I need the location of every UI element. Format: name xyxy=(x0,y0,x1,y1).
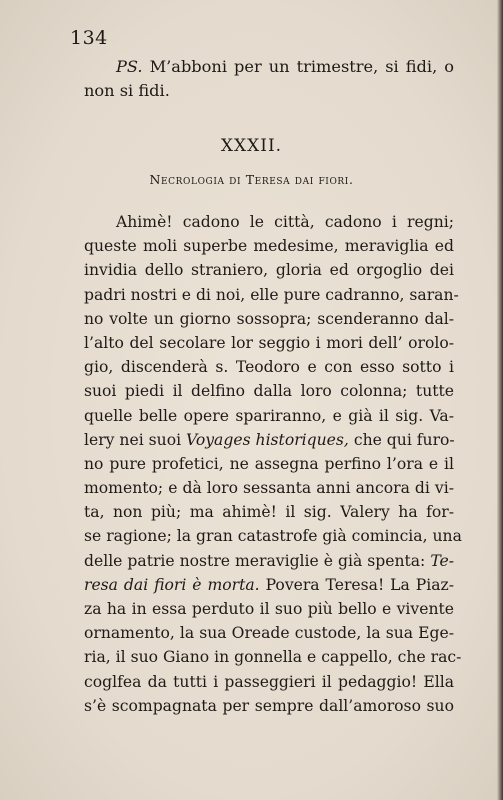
text-run: delle patrie nostre meraviglie è già spenta: xyxy=(84,551,431,570)
body-text xyxy=(84,210,462,718)
text-line xyxy=(84,234,454,258)
text-run: gio, discenderà s. Teodoro e con esso sotto i xyxy=(84,358,454,377)
text-line xyxy=(84,428,454,452)
text-run: queste moli superbe medesime, meraviglia ed xyxy=(84,237,454,256)
text-line xyxy=(84,670,454,694)
text-line xyxy=(84,597,454,621)
text-line xyxy=(84,210,454,234)
postscript-abbr: PS. xyxy=(116,57,143,76)
text-line xyxy=(84,379,454,403)
text-run: ria, il suo Giano in gonnella e cappello, che rac- xyxy=(84,648,462,667)
text-line xyxy=(84,573,454,597)
text-run: suoi piedi il delfino dalla loro colonna; tutte xyxy=(84,382,454,401)
page-number: 134 xyxy=(70,27,108,49)
text-line xyxy=(84,283,459,307)
italic-text: Voyages historiques, xyxy=(186,430,349,449)
text-line xyxy=(84,355,454,379)
text-line xyxy=(84,524,462,548)
text-run: padri nostri e di noi, elle pure cadranno, saran- xyxy=(84,285,459,304)
text-line xyxy=(84,694,454,718)
text-run: quelle belle opere spariranno, e già il sig. Va- xyxy=(84,406,454,425)
italic-text: Te- xyxy=(430,551,454,570)
text-line xyxy=(84,549,454,573)
text-run: Ahimè! cadono le città, cadono i regni; xyxy=(116,213,454,231)
text-run: no volte un giorno sossopra; scenderanno dal- xyxy=(84,309,454,328)
text-run: za ha in essa perduto il suo più bello e vivente xyxy=(84,600,454,618)
text-run: lery nei suoi xyxy=(84,430,187,449)
text-line xyxy=(84,621,454,645)
text-run: coglfea da tutti i passeggieri il pedaggio! Ella xyxy=(84,672,454,691)
text-line xyxy=(84,331,454,355)
text-run: ta, non più; ma ahimè! il sig. Valery ha for- xyxy=(84,503,454,522)
section-title: Necrologia di Teresa dai fiori. xyxy=(149,172,354,187)
text-line xyxy=(84,476,454,500)
text-line xyxy=(84,452,454,476)
text-run: momento; e dà loro sessanta anni ancora di vi- xyxy=(84,479,454,498)
page-edge-shadow xyxy=(497,0,503,800)
text-run: no pure profetici, ne assegna perfino l’ora e il xyxy=(84,454,454,473)
text-run: invidia dello straniero, gloria ed orgoglio dei xyxy=(84,261,454,280)
text-line xyxy=(84,258,454,282)
italic-text: resa dai fiori è morta. xyxy=(84,575,260,594)
text-run: se ragione; la gran catastrofe già comincia, una xyxy=(84,527,462,546)
postscript-line-1-text: M’abboni per un trimestre, si fidi, o xyxy=(142,57,454,76)
text-line xyxy=(84,645,462,669)
chapter-numeral: XXXII. xyxy=(220,136,283,156)
postscript-line-1 xyxy=(84,55,454,79)
text-line xyxy=(84,404,454,428)
text-run: ornamento, la sua Oreade custode, la sua Ege- xyxy=(84,624,454,643)
postscript xyxy=(84,55,454,103)
text-line xyxy=(84,307,454,331)
postscript-line-2: non si fidi. xyxy=(84,81,170,100)
text-run: s’è scompagnata per sempre dall’amoroso suo xyxy=(84,696,454,715)
text-run: che qui furo- xyxy=(348,430,455,449)
text-run: l’alto del secolare lor seggio i mori dell’ orolo- xyxy=(84,333,454,352)
text-line xyxy=(84,500,454,524)
text-run: Povera Teresa! La Piaz- xyxy=(259,575,454,594)
